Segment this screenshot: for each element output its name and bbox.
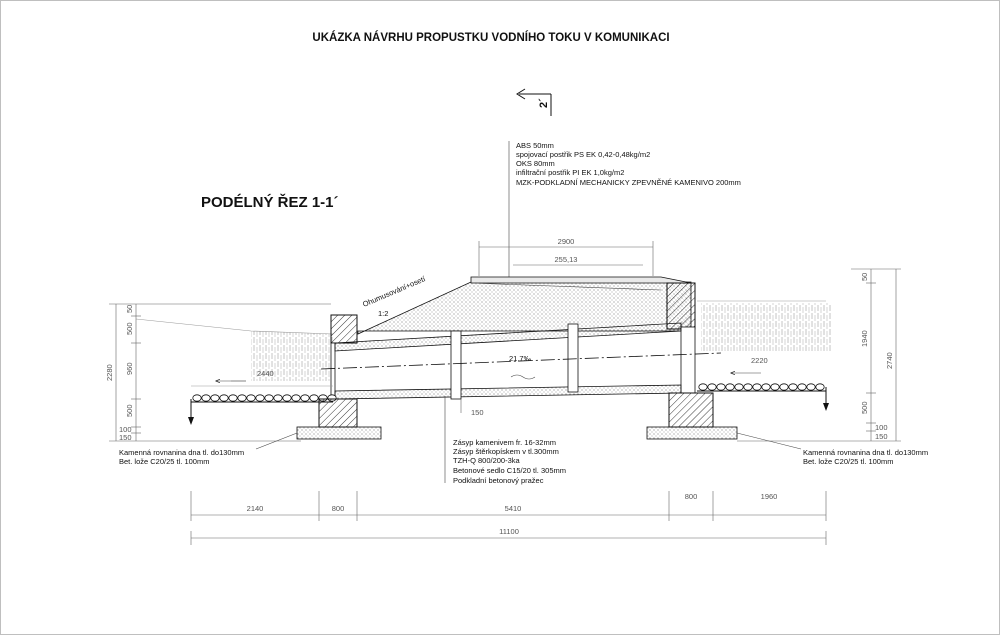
stream-bed-right: [697, 356, 829, 411]
road-width-dim: 2900: [557, 237, 575, 246]
culvert-pipe: [321, 323, 721, 417]
stone: [256, 395, 264, 401]
stone: [283, 395, 291, 401]
right-note-line: Kamenná rovnanina dna tl. do130mm: [803, 448, 929, 457]
stone: [753, 384, 761, 390]
stone: [708, 384, 716, 390]
stone: [816, 384, 824, 390]
right-vertical-dimensions: [737, 269, 901, 441]
drawing-title: UKÁZKA NÁVRHU PROPUSTKU VODNÍHO TOKU V KOMUNIKACI: [312, 32, 670, 44]
section-title: PODÉLNÝ ŘEZ 1-1´: [201, 194, 339, 211]
stone: [717, 384, 725, 390]
left-note: [119, 433, 297, 466]
headwall-left: [331, 315, 357, 399]
pipe-layer: Betonové sedlo C15/20 tl. 305mm: [453, 466, 566, 475]
stone: [265, 395, 273, 401]
stone: [202, 395, 210, 401]
left-dim-4: 100: [119, 425, 132, 434]
pavement-layers-callout: [509, 141, 741, 283]
slope-label: Ohumusování+osetí: [361, 274, 427, 309]
culvert-section-drawing: [1, 1, 1000, 636]
pipe-layers-callout: [445, 396, 566, 485]
bottom-dim-0: 2140: [246, 504, 264, 513]
stone: [238, 395, 246, 401]
stone: [735, 384, 743, 390]
left-dim-5: 150: [119, 433, 132, 442]
pipe-layer: Zásyp štěrkopískem v tl.300mm: [453, 447, 559, 456]
stone: [762, 384, 770, 390]
bottom-dim-2: 5410: [504, 504, 522, 513]
terrain-right: [697, 301, 831, 351]
stone: [744, 384, 752, 390]
stone: [780, 384, 788, 390]
stone: [274, 395, 282, 401]
stone: [220, 395, 228, 401]
stone: [798, 384, 806, 390]
top-dimension-lines: [479, 237, 653, 276]
headwall-right: [667, 283, 695, 393]
pipe-slope-label: 21,7‰: [509, 354, 532, 363]
stone: [247, 395, 255, 401]
stone: [229, 395, 237, 401]
stone: [726, 384, 734, 390]
stones-right: [699, 384, 824, 390]
right-dim-0: 50: [860, 272, 869, 281]
left-total-dim: 2280: [105, 364, 114, 381]
right-dim-2: 500: [860, 401, 869, 414]
foundation-right: [647, 393, 737, 439]
left-flow-dim: 2440: [257, 369, 274, 378]
stone: [211, 395, 219, 401]
slope-ratio: 1:2: [378, 309, 389, 318]
pavement-layer: infiltrační postřik PI EK 1,0kg/m2: [516, 168, 625, 177]
pipe-layer: TZH-Q 800/200-3ka: [453, 456, 520, 465]
stone: [699, 384, 707, 390]
pavement-layer: ABS 50mm: [516, 141, 554, 150]
stones-left: [193, 395, 336, 401]
left-dim-1: 500: [125, 322, 134, 335]
section-mark-label: 2´: [538, 98, 550, 108]
inner-width-dim: 255,13: [554, 255, 578, 264]
bottom-dim-3: 800: [684, 492, 698, 501]
right-flow-dim: 2220: [751, 356, 768, 365]
pavement-layer: spojovací postřik PS EK 0,42-0,48kg/m2: [516, 150, 651, 159]
right-dim-4: 150: [875, 432, 888, 441]
right-dim-1: 1940: [860, 330, 869, 347]
stone: [301, 395, 309, 401]
pipe-layer: Zásyp kamenivem fr. 16-32mm: [453, 438, 556, 447]
total-length-dim: 11100: [499, 527, 519, 536]
pavement-layer: MZK-PODKLADNÍ MECHANICKY ZPEVNĚNÉ KAMENIVO 200mm: [516, 178, 741, 187]
left-dim-3: 500: [125, 404, 134, 417]
stone: [807, 384, 815, 390]
bottom-dimension-chain: [191, 491, 826, 545]
left-dim-2: 960: [125, 362, 134, 375]
right-dim-3: 100: [875, 423, 888, 432]
foundation-left: [297, 399, 381, 439]
stone: [789, 384, 797, 390]
terrain-left: [136, 319, 333, 381]
left-note-line: Bet. lože C20/25 tl. 100mm: [119, 457, 210, 466]
right-total-dim: 2740: [885, 352, 894, 369]
stone: [292, 395, 300, 401]
left-dim-0: 50: [125, 304, 134, 313]
bottom-dim-1: 800: [331, 504, 345, 513]
stone: [310, 395, 318, 401]
stone: [771, 384, 779, 390]
bottom-dim-4: 1960: [760, 492, 778, 501]
stone: [193, 395, 201, 401]
pipe-layer: Podkladní betonový pražec: [453, 476, 544, 485]
left-note-line: Kamenná rovnanina dna tl. do130mm: [119, 448, 245, 457]
section-mark: [517, 89, 551, 116]
pipe-dim: 150: [471, 408, 484, 417]
right-note: [737, 433, 928, 466]
right-note-line: Bet. lože C20/25 tl. 100mm: [803, 457, 894, 466]
pavement-layer: OKS 80mm: [516, 159, 555, 168]
